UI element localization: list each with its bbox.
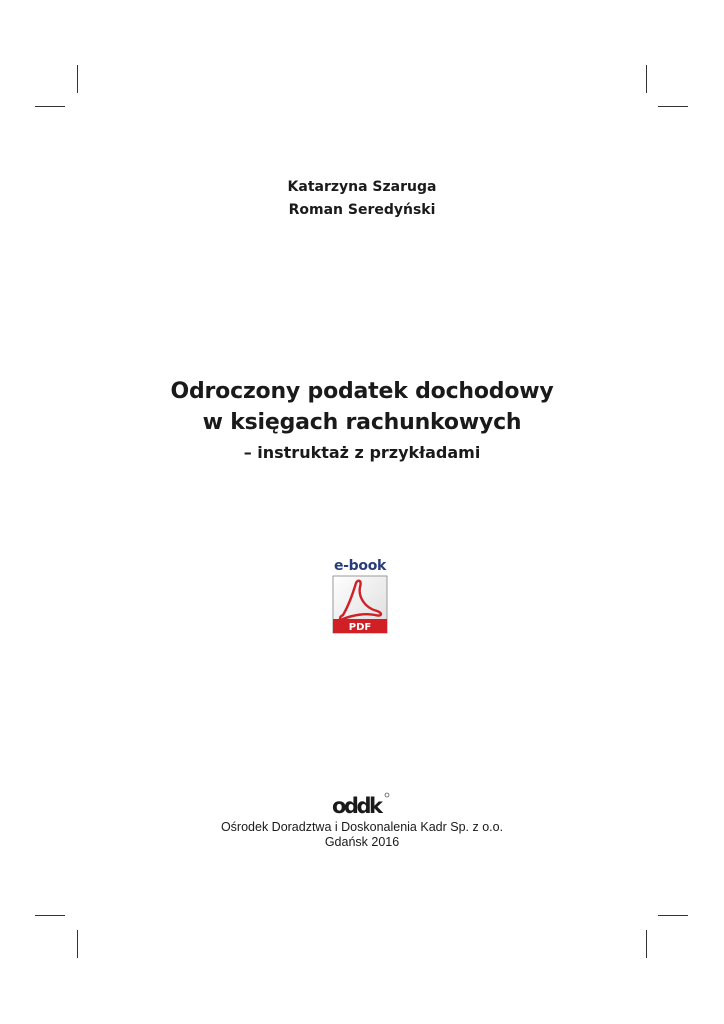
- crop-mark-top-right-horizontal: [658, 106, 688, 107]
- publisher-logo-text: oddk: [332, 794, 381, 816]
- pdf-format-label: PDF: [348, 622, 372, 633]
- ebook-pdf-badge: [331, 558, 389, 634]
- publisher-place-year: Gdańsk 2016: [324, 835, 400, 849]
- author-name: Katarzyna Szaruga: [287, 179, 437, 195]
- publisher-logo: [330, 790, 394, 816]
- publisher-info: [0, 820, 724, 850]
- publisher-name: Ośrodek Doradztwa i Doskonalenia Kadr Sp. z o.o.: [220, 820, 504, 834]
- authors: [0, 176, 724, 222]
- crop-mark-top-right-vertical: [646, 65, 647, 93]
- author-name: Roman Seredyński: [288, 202, 436, 218]
- crop-mark-top-left-vertical: [77, 65, 78, 93]
- crop-mark-bottom-left-horizontal: [35, 915, 65, 916]
- pdf-document-icon: [331, 575, 389, 635]
- crop-mark-bottom-right-horizontal: [658, 915, 688, 916]
- ebook-label: e-book: [333, 558, 387, 574]
- crop-mark-bottom-left-vertical: [77, 930, 78, 958]
- title-line: Odroczony podatek dochodowy: [170, 379, 554, 404]
- book-subtitle: – instruktaż z przykładami: [243, 443, 481, 462]
- title-line: w księgach rachunkowych: [202, 410, 522, 435]
- crop-mark-top-left-horizontal: [35, 106, 65, 107]
- book-title: [0, 376, 724, 438]
- crop-mark-bottom-right-vertical: [646, 930, 647, 958]
